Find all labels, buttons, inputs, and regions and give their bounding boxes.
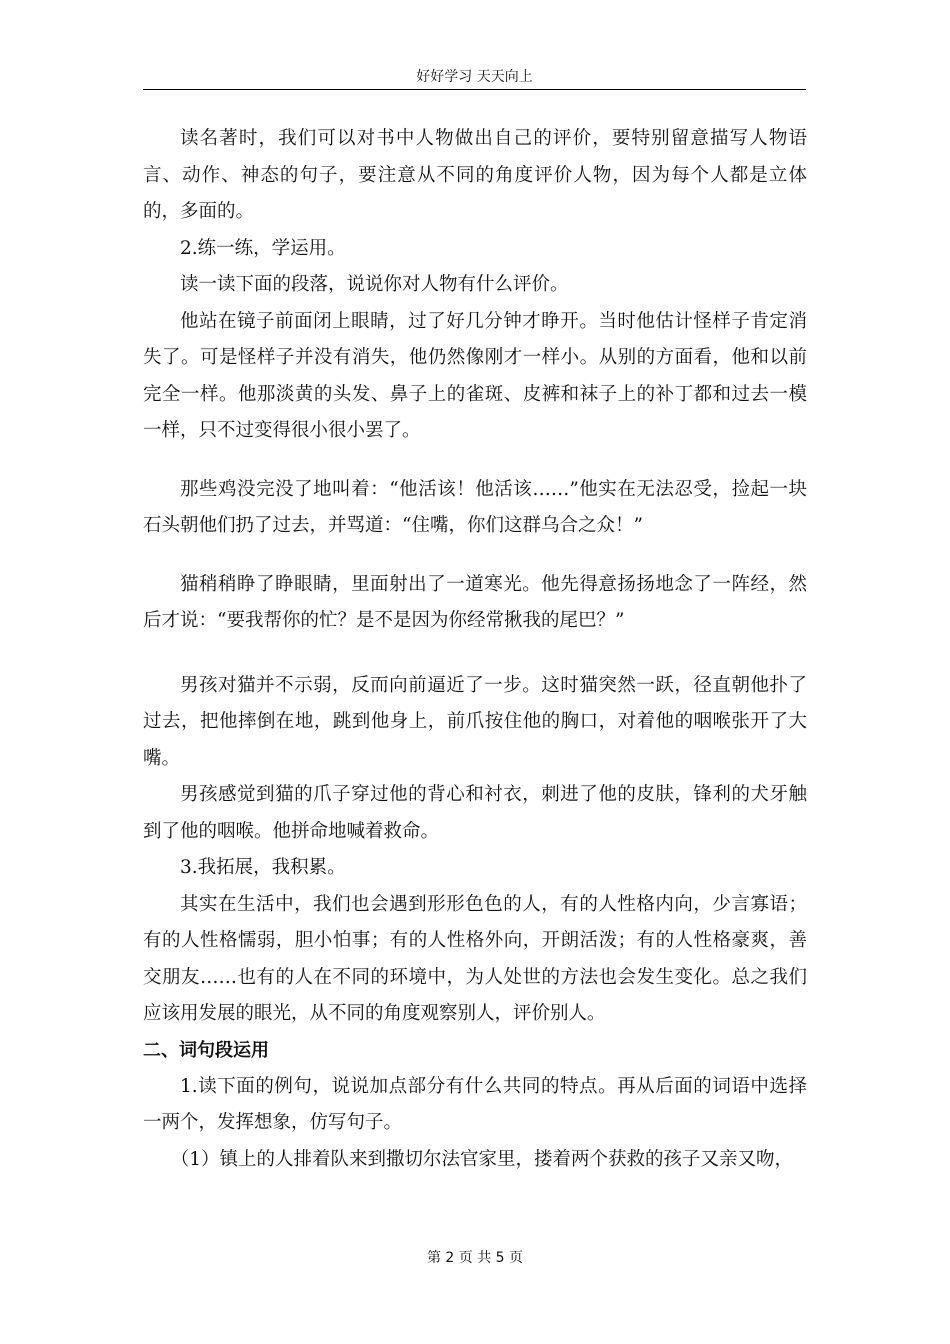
paragraph-reading-tips: 读名著时，我们可以对书中人物做出自己的评价，要特别留意描写人物语言、动作、神态的句子，要注意从不同的角度评价人物，因为每个人都是立体的，多面的。 [143,128,807,222]
passage-chickens: 那些鸡没完没了地叫着：“他活该！他活该……”他实在无法忍受，捡起一块石头朝他们扔了过去，并骂道：“住嘴，你们这群乌合之众！” [143,478,807,536]
page-header: 好好学习 天天向上 [416,69,533,85]
exercise-heading-3: 3.我拓展，我积累。 [180,857,346,878]
page-footer: 第 2 页 共 5 页 [426,1250,524,1266]
passage-boy-calls-help: 男孩感觉到猫的爪子穿过他的背心和衬衣，刺进了他的皮肤，锋利的犬牙触到了他的咽喉。他拼命地喊着救命。 [143,784,807,842]
header-divider [143,89,806,90]
example-sentence-1: （1）镇上的人排着队来到撒切尔法官家里，搂着两个获救的孩子又亲又吻， [170,1148,794,1170]
document-body [143,121,807,1178]
passage-boy-and-cat: 男孩对猫并不示弱，反而向前逼近了一步。这时猫突然一跃，径直朝他扑了过去，把他摔倒在地，跳到他身上，前爪按住他的胸口，对着他的咽喉张开了大嘴。 [143,674,807,769]
passage-mirror: 他站在镜子前面闭上眼睛，过了好几分钟才睁开。当时他估计怪样子肯定消失了。可是怪样子并没有消失，他仍然像刚才一样小。从别的方面看，他和以前完全一样。他那淡黄的头发、鼻子上的雀斑、皮裤和袜子上的补丁都和过去一模一样，只不过变得很小很小罢了。 [143,310,807,441]
section-heading: 二、词句段运用 [143,1039,269,1061]
paragraph-extension: 其实在生活中，我们也会遇到形形色色的人，有的人性格内向，少言寡语；有的人性格懦弱，胆小怕事；有的人性格外向，开朗活泼；有的人性格豪爽，善交朋友……也有的人在不同的环境中，为人处世的方法也会发生变化。总之我们应该用发展的眼光，从不同的角度观察别人，评价别人。 [143,893,807,1024]
exercise-heading-2: 2.练一练，学运用。 [180,237,346,259]
question-1: 1.读下面的例句，说说加点部分有什么共同的特点。再从后面的词语中选择一两个，发挥想象，仿写句子。 [143,1075,807,1133]
passage-cat: 猫稍稍睁了睁眼睛，里面射出了一道寒光。他先得意扬扬地念了一阵经，然后才说：“要我帮你的忙？是不是因为你经常揪我的尾巴？” [143,573,807,631]
exercise-instruction: 读一读下面的段落，说说你对人物有什么评价。 [180,274,569,295]
